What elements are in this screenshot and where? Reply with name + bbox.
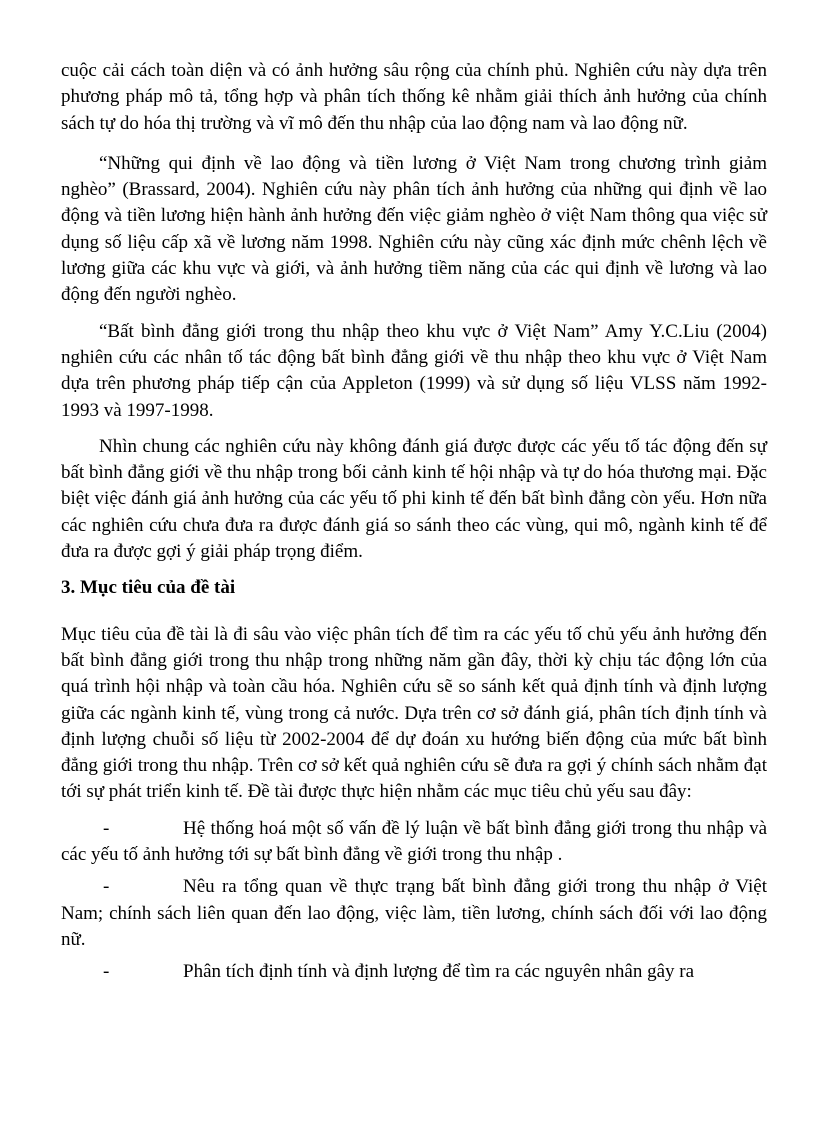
- objective-text: Hệ thống hoá một số vấn đề lý luận về bất bình đẳng giới trong thu nhập và các yếu tố ảnh hưởng tới sự bất bình đẳng về giới trong thu nhập .: [61, 817, 767, 866]
- bullet-dash: -: [103, 961, 110, 983]
- objective-item: [61, 874, 767, 953]
- objective-text: Nêu ra tổng quan về thực trạng bất bình đẳng giới trong thu nhập ở Việt Nam; chính sách liên quan đến lao động, việc làm, tiền lương, chính sách đối với lao động nữ.: [61, 876, 767, 950]
- bullet-dash: -: [103, 817, 110, 839]
- objective-item: [61, 816, 767, 869]
- paragraph-objectives-intro: Mục tiêu của đề tài là đi sâu vào việc phân tích để tìm ra các yếu tố chủ yếu ảnh hưởng đến bất bình đẳng giới trong thu nhập trong những năm gần đây, thời kỳ chịu tác động lớn của quá trình hội nhập và toàn cầu hóa. Nghiên cứu sẽ so sánh kết quả định tính và định lượng giữa các ngành kinh tế, vùng trong cả nước. Dựa trên cơ sở đánh giá, phân tích định tính và định lượng chuỗi số liệu từ 2002-2004 để dự đoán xu hướng biến động của mức bất bình đẳng giới trong thu nhập. Trên cơ sở kết quả nghiên cứu sẽ đưa ra gợi ý chính sách nhằm đạt tới sự phát triển kinh tế. Đề tài được thực hiện nhằm các mục tiêu chủ yếu sau đây:: [61, 623, 767, 803]
- paragraph-summary-limitations: Nhìn chung các nghiên cứu này không đánh giá được được các yếu tố tác động đến sự bất bình đẳng giới về thu nhập trong bối cảnh kinh tế hội nhập và tự do hóa thương mại. Đặc biệt việc đánh giá ảnh hưởng của các yếu tố phi kinh tế đến bất bình đẳng còn yếu. Hơn nữa các nghiên cứu chưa đưa ra được đánh giá so sánh theo các vùng, qui mô, ngành kinh tế để đưa ra được gợi ý giải pháp trọng điểm.: [61, 435, 767, 563]
- paragraph-brassard-2004: “Những qui định về lao động và tiền lương ở Việt Nam trong chương trình giảm nghèo” (Brassard, 2004). Nghiên cứu này phân tích ảnh hưởng của những qui định về lao động và tiền lương hiện hành ảnh hưởng đến việc giảm nghèo ở việt Nam thông qua việc sử dụng số liệu cấp xã về lương năm 1998. Nghiên cứu này cũng xác định mức chênh lệch về lương giữa các khu vực và giới, và ảnh hưởng tiềm năng của các qui định về lương và lao động đến người nghèo.: [61, 152, 767, 306]
- bullet-dash: -: [103, 876, 110, 898]
- paragraph-amy-liu-2004: “Bất bình đẳng giới trong thu nhập theo khu vực ở Việt Nam” Amy Y.C.Liu (2004) nghiên cứu các nhân tố tác động bất bình đẳng giới về thu nhập theo khu vực ở Việt Nam dựa trên phương pháp tiếp cận của Appleton (1999) và sử dụng số liệu VLSS năm 1992-1993 và 1997-1998.: [61, 320, 767, 421]
- objective-text: Phân tích định tính và định lượng để tìm ra các nguyên nhân gây ra: [183, 961, 695, 983]
- document-page: [61, 58, 767, 992]
- paragraph-gender-income-study: cuộc cải cách toàn diện và có ảnh hưởng sâu rộng của chính phủ. Nghiên cứu này dựa trên phương pháp mô tả, tổng hợp và phân tích thống kê nhằm giải thích ảnh hưởng của chính sách tự do hóa thị trường và vĩ mô đến thu nhập của lao động nam và lao động nữ.: [61, 60, 767, 134]
- objective-item: [61, 959, 767, 985]
- section-heading-objectives: 3. Mục tiêu của đề tài: [61, 577, 236, 599]
